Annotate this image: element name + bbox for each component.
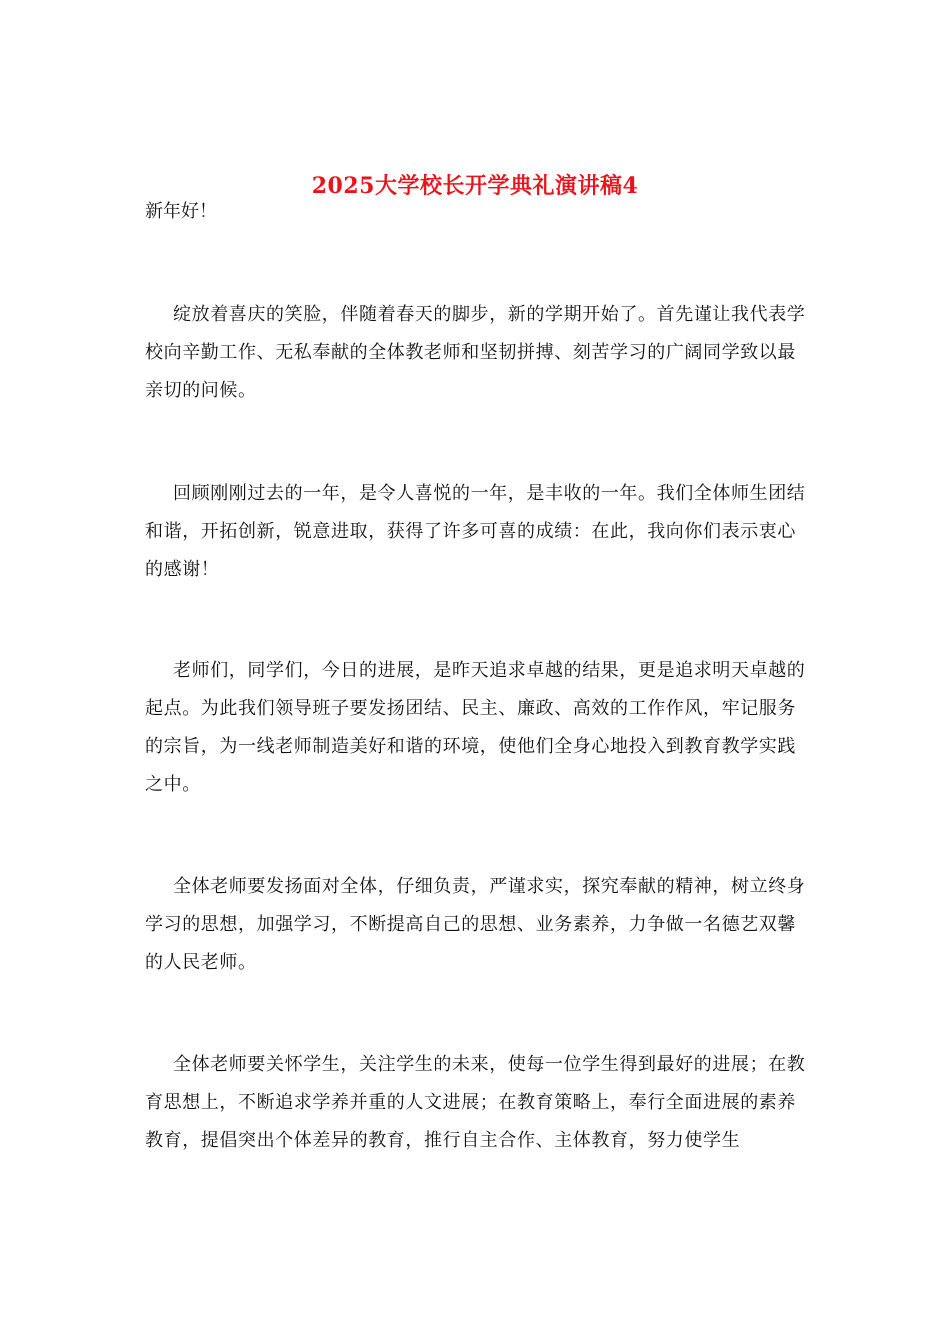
greeting-text: 新年好！ [145,201,217,222]
paragraph: 全体老师要关怀学生，关注学生的未来，使每一位学生得到最好的进展；在教育思想上，不断追求学养并重的人文进展；在教育策略上，奉行全面进展的素养教育，提倡突出个体差异的教育，推行自主合作、主体教育，努力使学生 [145,1054,806,1151]
paragraph: 老师们，同学们，今日的进展，是昨天追求卓越的结果，更是追求明天卓越的起点。为此我们领导班子要发扬团结、民主、廉政、高效的工作作风，牢记服务的宗旨，为一线老师制造美好和谐的环境，使他们全身心地投入到教育教学实践之中。 [145,660,806,795]
paragraph: 回顾刚刚过去的一年，是令人喜悦的一年，是丰收的一年。我们全体师生团结和谐，开拓创新，锐意进取，获得了许多可喜的成绩：在此，我向你们表示衷心的感谢！ [145,483,806,580]
paragraph: 绽放着喜庆的笑脸，伴随着春天的脚步，新的学期开始了。首先谨让我代表学校向辛勤工作、无私奉献的全体教老师和坚韧拼搏、刻苦学习的广阔同学致以最亲切的问候。 [145,304,806,401]
document-title: 2025大学校长开学典礼演讲稿4 [311,172,639,199]
paragraph: 全体老师要发扬面对全体，仔细负责，严谨求实，探究奉献的精神，树立终身学习的思想，加强学习，不断提高自己的思想、业务素养，力争做一名德艺双馨的人民老师。 [145,876,806,973]
